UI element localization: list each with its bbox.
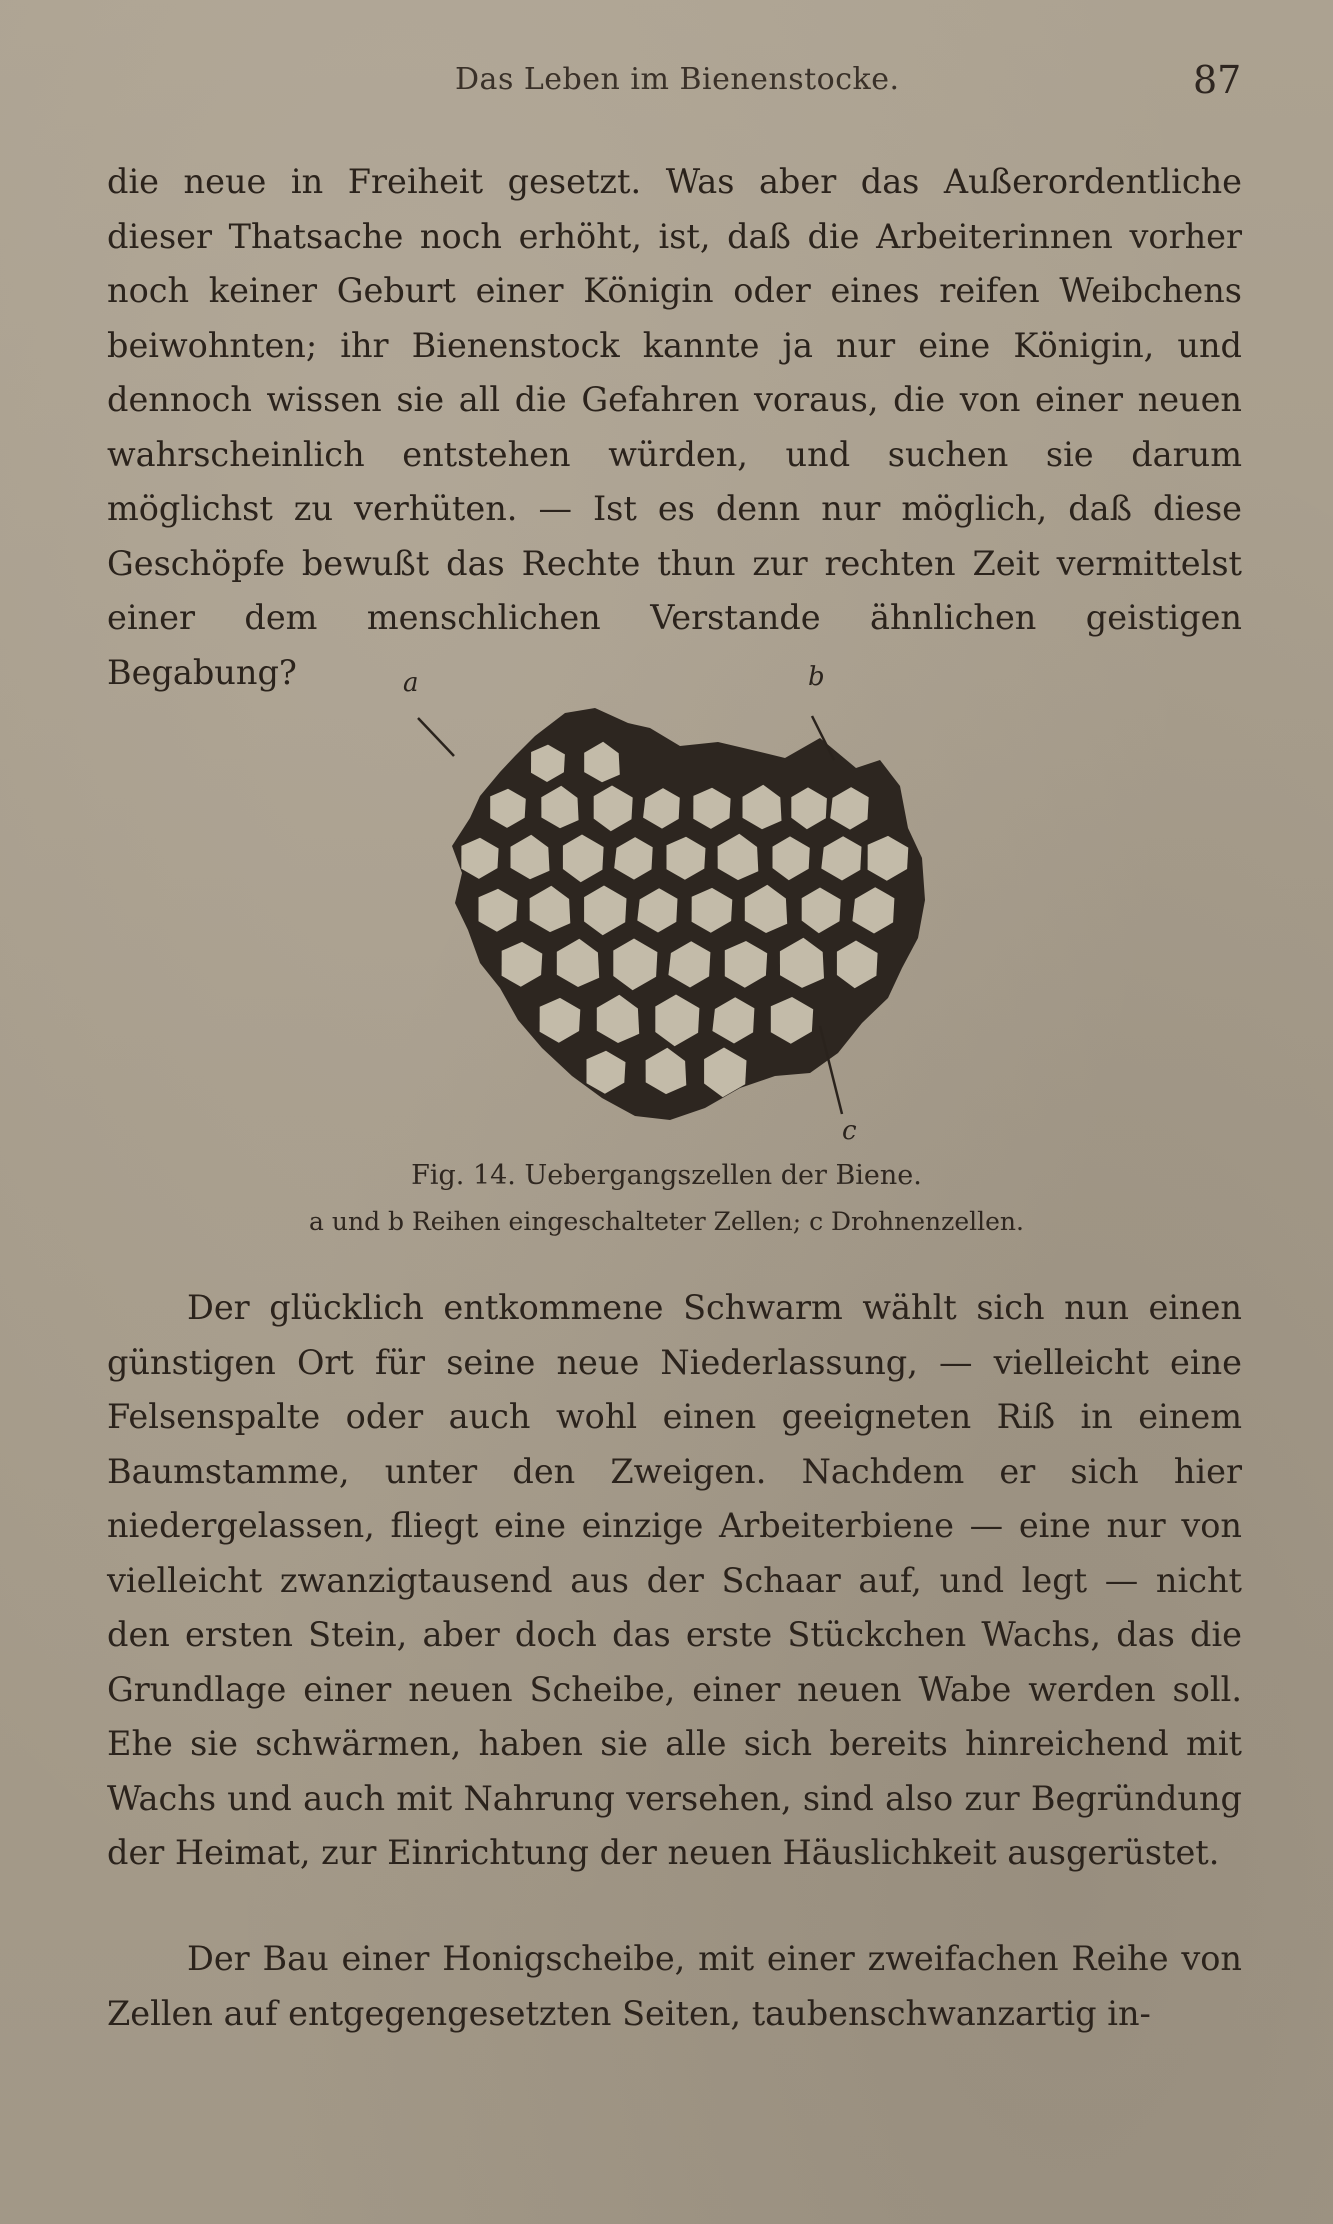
paragraph: Der glücklich entkommene Schwarm wählt sich nun einen günstigen Ort für seine neue Niederlassung, — vielleicht eine Felsenspalte oder auch wohl einen geeigneten Riß in einem Baumstamme, unter den Zweigen. Nachdem er sich hier niedergelassen, fliegt eine einzige Arbeiterbiene — eine nur von vielleicht zwanzigtausend aus der Schaar auf, und legt — nicht den ersten Stein, aber doch das erste Stückchen Wachs, das die Grundlage einer neuen Scheibe, einer neuen Wabe werden soll. Ehe sie schwärmen, haben sie alle sich bereits hinreichend mit Wachs und auch mit Nahrung versehen, sind also zur Begründung der Heimat, zur Einrichtung der neuen Häuslichkeit ausgerüstet. <box>107 1288 1242 1872</box>
paragraph: Der Bau einer Honigscheibe, mit einer zweifachen Reihe von Zellen auf entgegengesetzten Seiten, taubenschwanzartig in- <box>107 1939 1242 2033</box>
figure-caption-title: Fig. 14. Uebergangszellen der Biene. <box>411 1160 922 1191</box>
page-number: 87 <box>1193 58 1242 102</box>
honeycomb-figure <box>380 662 980 1158</box>
figure-label-b: b <box>808 662 825 692</box>
pointer-line-a <box>418 718 454 756</box>
figure-label-c: c <box>842 1116 857 1146</box>
running-title: Das Leben im Bienenstocke. <box>455 62 900 97</box>
figure-caption-text: a und b Reihen eingeschalteter Zellen; c Drohnenzellen. <box>309 1207 1024 1236</box>
honeycomb-illustration <box>380 668 980 1158</box>
figure-label-a: a <box>403 668 419 698</box>
paragraph: die neue in Freiheit gesetzt. Was aber das Außerordentliche dieser Thatsache noch erhöht, ist, daß die Arbeiterinnen vorher noch keiner Geburt einer Königin oder eines reifen Weibchens beiwohnten; ihr Bienenstock kannte ja nur eine Königin, und dennoch wissen sie all die Gefahren voraus, die von einer neuen wahrscheinlich entstehen würden, und suchen sie darum möglichst zu verhüten. — Ist es denn nur möglich, daß diese Geschöpfe bewußt das Rechte thun zur rechten Zeit vermittelst einer dem menschlichen Verstande ähnlichen geistigen Begabung? <box>107 162 1242 692</box>
running-head <box>0 60 1333 110</box>
